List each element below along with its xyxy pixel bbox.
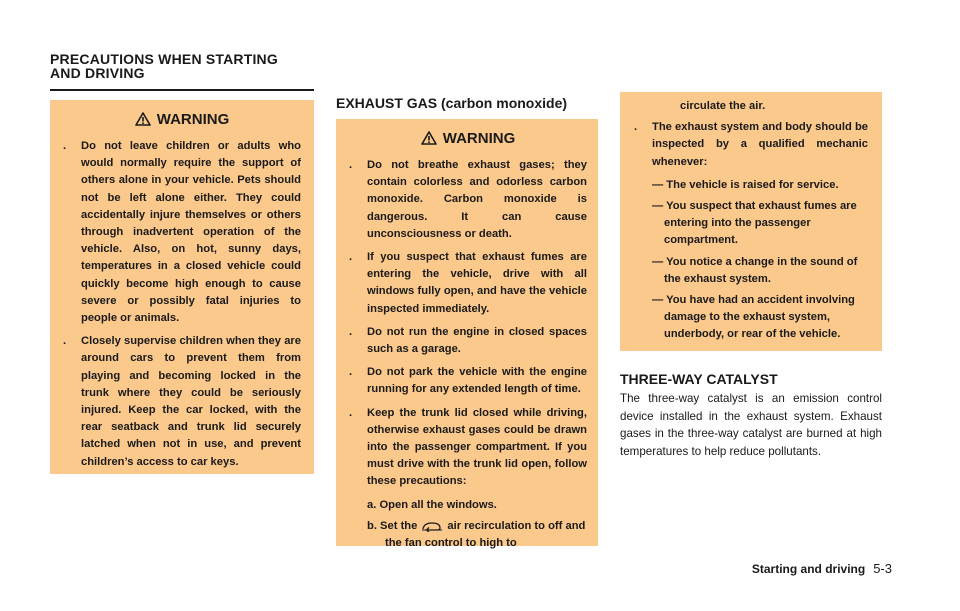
bullet: . <box>349 251 353 264</box>
page-number: 5-3 <box>873 561 892 576</box>
list-item: . The exhaust system and body should be inspected by a qualified mechanic whenever: <box>634 121 868 168</box>
section-title <box>50 52 320 80</box>
section-title-line2: AND DRIVING <box>50 65 145 81</box>
exhaust-heading: EXHAUST GAS (carbon monoxide) <box>336 95 568 111</box>
warning-box-children <box>50 100 314 474</box>
continued-text: circulate the air. <box>680 100 766 112</box>
warning-list <box>634 119 868 171</box>
sub-item: — You suspect that exhaust fumes are entering into the passenger compartment. <box>652 200 857 247</box>
warning-list <box>349 157 587 491</box>
sub-item: — The vehicle is raised for service. <box>652 178 839 191</box>
air-recirculation-icon <box>421 520 443 532</box>
warning-header <box>349 119 587 157</box>
step-a: a. Open all the windows. <box>367 498 497 511</box>
list-item: . If you suspect that exhaust fumes are entering the vehicle, drive with all windows fully open, and have the vehicle inspected immediately. <box>349 251 587 315</box>
sub-item: — You notice a change in the sound of the exhaust system. <box>652 255 858 285</box>
chapter-name: Starting and driving <box>751 562 866 576</box>
list-item: . Do not breathe exhaust gases; they contain colorless and odorless carbon monoxide. Carbon monoxide is dangerous. It can cause unconsciousness or death. <box>349 159 587 240</box>
bullet: . <box>349 159 353 171</box>
warning-label: WARNING <box>442 129 516 147</box>
catalyst-body: The three-way catalyst is an emission control device installed in the exhaust system. Exhaust gases in the three-way catalyst are burned at high temperatures to help reduce pollutants. <box>620 392 882 458</box>
catalyst-heading: THREE-WAY CATALYST <box>620 371 778 387</box>
list-item: . Closely supervise children when they are around cars to prevent them from playing and becoming locked in the trunk where they could be seriously injured. Keep the car locked, with the rear seatback and trunk lid securely latched when not in use, and prevent children’s access to car keys. <box>63 335 301 468</box>
warning-list <box>63 138 301 471</box>
section-divider <box>50 89 314 91</box>
warning-triangle-icon <box>421 131 437 145</box>
warning-label: WARNING <box>156 110 230 128</box>
warning-header <box>63 100 301 138</box>
bullet: . <box>63 140 67 152</box>
page-footer <box>752 561 892 576</box>
warning-triangle-icon <box>135 112 151 126</box>
bullet: . <box>349 366 353 379</box>
warning-box-exhaust <box>336 119 598 550</box>
list-item: . Do not leave children or adults who would normally require the support of others alone in your vehicle. Pets should not be left alone either. They could accidentally injure themselves or others through inadvertent operation of the vehicle. Also, on hot, sunny days, temperatures in a closed vehicle could quickly become high enough to cause severe or possibly fatal injuries to people or animals. <box>63 140 301 325</box>
warning-box-continued <box>620 92 882 351</box>
bullet: . <box>63 335 67 348</box>
bullet: . <box>349 325 353 338</box>
list-item: . Do not park the vehicle with the engine running for any extended length of time. <box>349 366 587 396</box>
list-item: . Keep the trunk lid closed while driving, otherwise exhaust gases could be drawn into the passenger compartment. If you must drive with the trunk lid open, follow these precautions: <box>349 406 587 488</box>
precaution-steps <box>349 497 587 553</box>
section-title-line1: PRECAUTIONS WHEN STARTING <box>50 51 278 67</box>
sub-item: — You have had an accident involving damage to the exhaust system, underbody, or rear of the vehicle. <box>652 294 855 341</box>
step-b: b. Set the air recirculation to off and the fan control to high to <box>367 519 586 550</box>
list-item: . Do not run the engine in closed spaces such as a garage. <box>349 325 587 356</box>
bullet: . <box>349 406 353 419</box>
bullet: . <box>634 121 638 134</box>
